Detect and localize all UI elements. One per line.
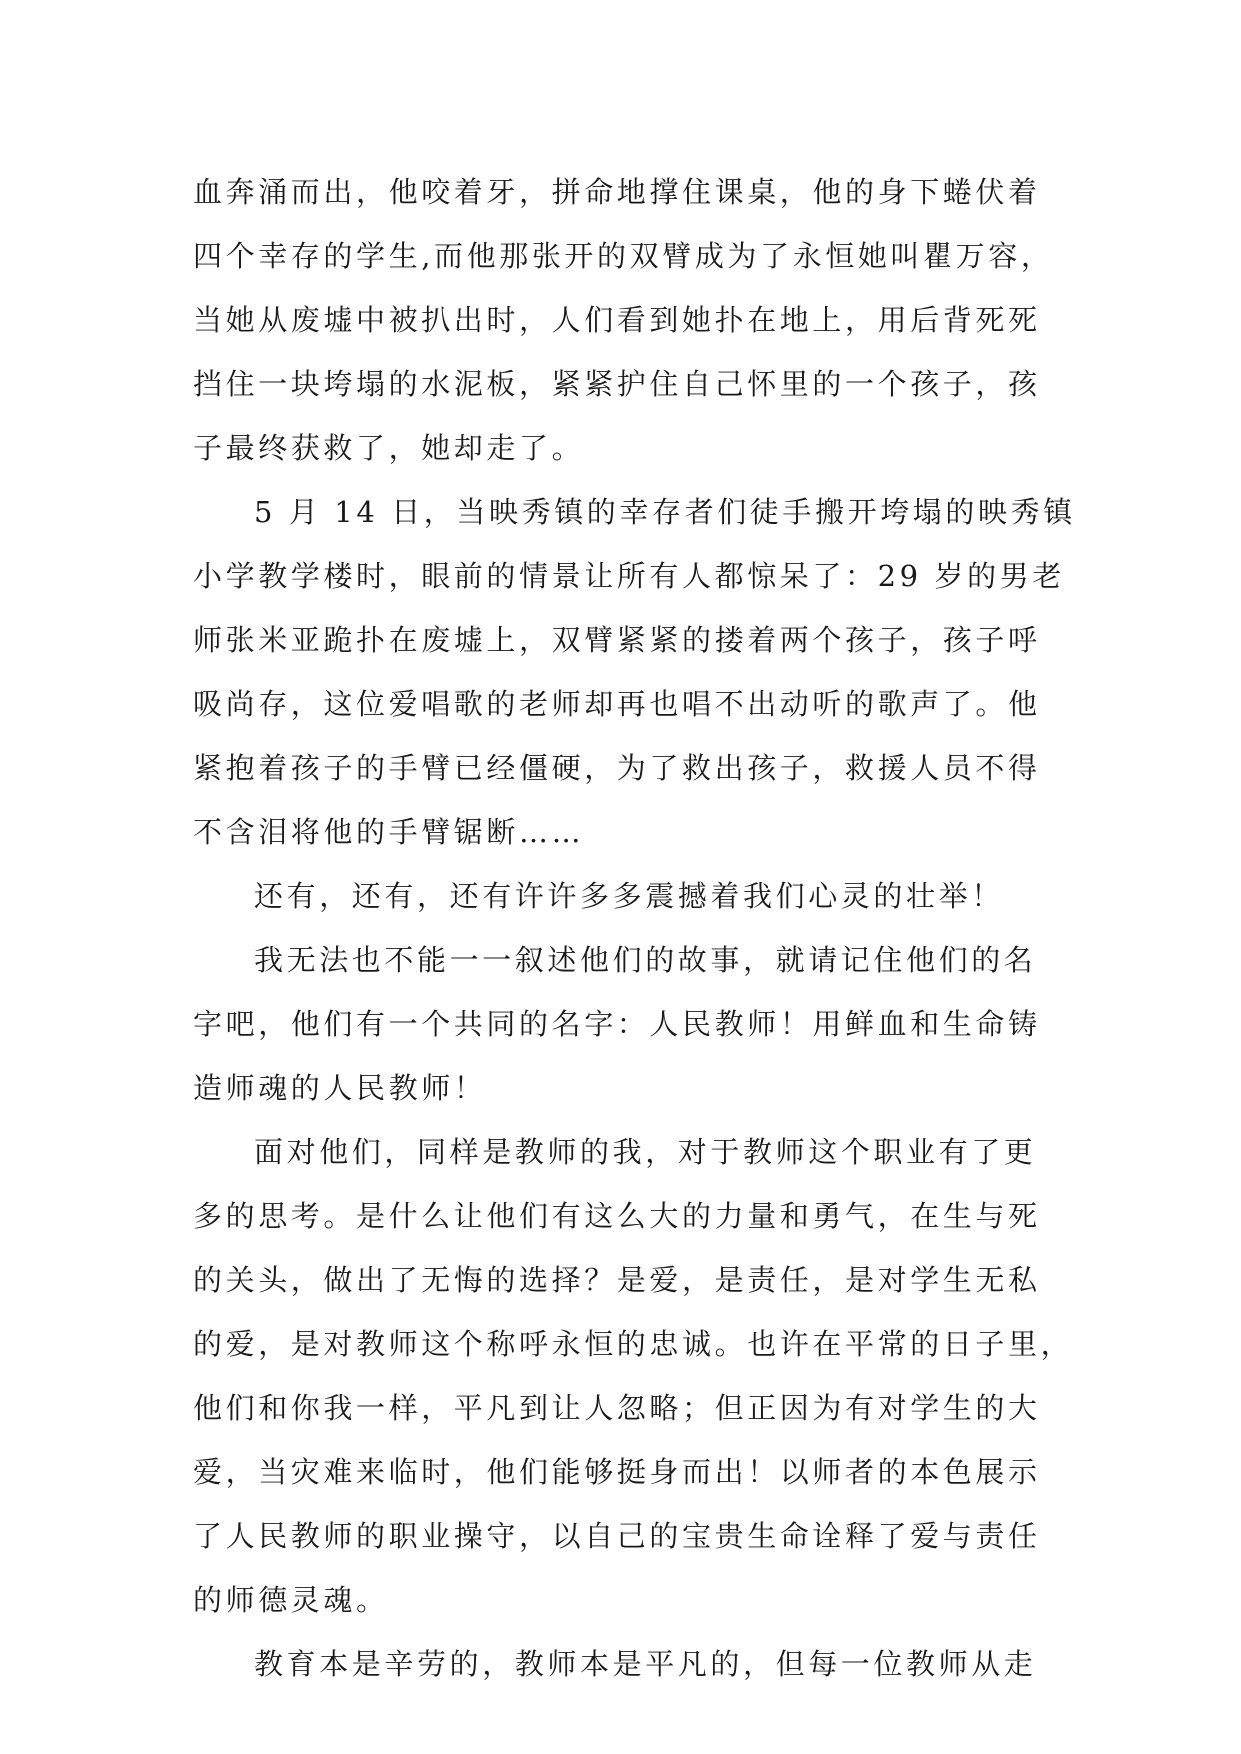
- text-line: 还有，还有，还有许许多多震撼着我们心灵的壮举！: [254, 879, 1004, 913]
- text-line: 的爱，是对教师这个称呼永恒的忠诚。也许在平常的日子里，: [193, 1327, 1074, 1361]
- text-line: 吸尚存，这位爱唱歌的老师却再也唱不出动听的歌声了。他: [193, 687, 1041, 721]
- text-line: 挡住一块垮塌的水泥板，紧紧护住自己怀里的一个孩子，孩: [193, 367, 1041, 401]
- text-line: 师张米亚跪扑在废墟上，双臂紧紧的搂着两个孩子，孩子呼: [193, 623, 1041, 657]
- text-line: 面对他们，同样是教师的我，对于教师这个职业有了更: [254, 1135, 1037, 1169]
- text-line: 5 月 14 日，当映秀镇的幸存者们徒手搬开垮塌的映秀镇: [254, 495, 1076, 529]
- text-line: 爱，当灾难来临时，他们能够挺身而出！以师者的本色展示: [193, 1455, 1041, 1489]
- text-line: 字吧，他们有一个共同的名字：人民教师！用鲜血和生命铸: [193, 1007, 1041, 1041]
- text-line: 了人民教师的职业操守，以自己的宝贵生命诠释了爱与责任: [193, 1519, 1041, 1553]
- text-line: 的关头，做出了无悔的选择？是爱，是责任，是对学生无私: [193, 1263, 1041, 1297]
- body-text: [193, 160, 1093, 1696]
- text-line: 我无法也不能一一叙述他们的故事，就请记住他们的名: [254, 943, 1037, 977]
- text-line: 当她从废墟中被扒出时，人们看到她扑在地上，用后背死死: [193, 303, 1041, 337]
- text-line: 教育本是辛劳的，教师本是平凡的，但每一位教师从走: [254, 1647, 1037, 1681]
- text-line: 子最终获救了，她却走了。: [193, 431, 585, 465]
- text-line: 造师魂的人民教师！: [193, 1071, 487, 1105]
- text-line: 血奔涌而出，他咬着牙，拼命地撑住课桌，他的身下蜷伏着: [193, 175, 1041, 209]
- text-line: 四个幸存的学生,而他那张开的双臂成为了永恒她叫瞿万容，: [193, 239, 1054, 273]
- text-line: 多的思考。是什么让他们有这么大的力量和勇气，在生与死: [193, 1199, 1041, 1233]
- text-line: 小学教学楼时，眼前的情景让所有人都惊呆了：29 岁的男老: [193, 559, 1065, 593]
- text-line: 他们和你我一样，平凡到让人忽略；但正因为有对学生的大: [193, 1391, 1041, 1425]
- text-line: 的师德灵魂。: [193, 1583, 389, 1617]
- text-line: 紧抱着孩子的手臂已经僵硬，为了救出孩子，救援人员不得: [193, 751, 1041, 785]
- text-line: 不含泪将他的手臂锯断……: [193, 815, 585, 849]
